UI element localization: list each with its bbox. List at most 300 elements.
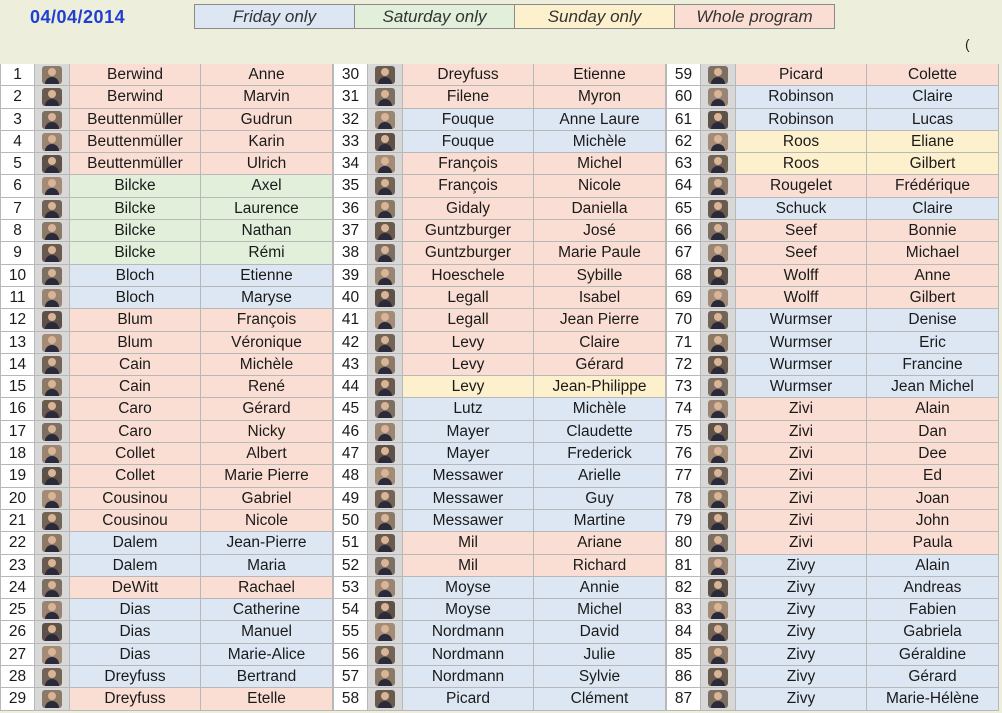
attendee-first-name: Michèle: [534, 131, 666, 153]
person-icon: [708, 423, 728, 441]
attendee-row: [0, 309, 333, 331]
attendee-last-name: Zivy: [736, 555, 867, 577]
attendee-row: [0, 488, 333, 510]
attendee-last-name: Robinson: [736, 109, 867, 131]
attendee-first-name: Joan: [867, 488, 999, 510]
person-icon: [708, 222, 728, 240]
attendee-row: [333, 398, 666, 420]
attendee-number: 34: [333, 153, 368, 175]
attendee-row: [0, 443, 333, 465]
attendee-last-name: Mil: [403, 555, 534, 577]
attendee-number: 86: [666, 666, 701, 688]
attendee-number: 48: [333, 465, 368, 487]
attendee-first-name: Martine: [534, 510, 666, 532]
person-icon: [375, 66, 395, 84]
attendee-row: [666, 443, 999, 465]
attendee-last-name: Guntzburger: [403, 242, 534, 264]
attendee-row: [0, 510, 333, 532]
person-icon: [42, 289, 62, 307]
person-icon: [708, 668, 728, 686]
attendee-first-name: Myron: [534, 86, 666, 108]
attendee-number: 38: [333, 242, 368, 264]
attendee-last-name: Mil: [403, 532, 534, 554]
attendee-photo: [701, 242, 736, 264]
attendee-first-name: Marie-Hélène: [867, 688, 999, 710]
attendee-last-name: Nordmann: [403, 644, 534, 666]
attendee-last-name: Gidaly: [403, 198, 534, 220]
person-icon: [42, 534, 62, 552]
attendee-row: [333, 220, 666, 242]
attendee-photo: [35, 309, 70, 331]
attendee-number: 61: [666, 109, 701, 131]
attendee-row: [666, 175, 999, 197]
person-icon: [708, 133, 728, 151]
attendee-first-name: Richard: [534, 555, 666, 577]
attendee-first-name: Ed: [867, 465, 999, 487]
attendee-row: [666, 332, 999, 354]
attendee-last-name: Levy: [403, 354, 534, 376]
attendee-photo: [368, 421, 403, 443]
attendee-photo: [701, 332, 736, 354]
attendee-last-name: Zivi: [736, 465, 867, 487]
attendee-photo: [35, 265, 70, 287]
attendee-number: 40: [333, 287, 368, 309]
person-icon: [375, 289, 395, 307]
person-icon: [375, 512, 395, 530]
attendee-first-name: Ariane: [534, 532, 666, 554]
attendee-first-name: Nicky: [201, 421, 333, 443]
attendee-photo: [368, 555, 403, 577]
attendee-last-name: Hoeschele: [403, 265, 534, 287]
person-icon: [42, 445, 62, 463]
attendee-last-name: Schuck: [736, 198, 867, 220]
attendee-photo: [701, 577, 736, 599]
person-icon: [42, 423, 62, 441]
attendee-number: 56: [333, 644, 368, 666]
attendee-row: [666, 510, 999, 532]
attendee-number: 3: [0, 109, 35, 131]
attendee-row: [333, 198, 666, 220]
attendee-row: [333, 332, 666, 354]
attendee-row: [0, 332, 333, 354]
attendee-last-name: François: [403, 153, 534, 175]
attendee-last-name: Dias: [70, 644, 201, 666]
attendee-photo: [368, 644, 403, 666]
person-icon: [375, 133, 395, 151]
attendee-photo: [368, 131, 403, 153]
attendee-first-name: Julie: [534, 644, 666, 666]
attendee-photo: [368, 510, 403, 532]
attendee-photo: [368, 354, 403, 376]
attendee-last-name: Wurmser: [736, 376, 867, 398]
attendee-row: [0, 131, 333, 153]
attendee-number: 17: [0, 421, 35, 443]
person-icon: [375, 467, 395, 485]
person-icon: [708, 601, 728, 619]
attendee-number: 51: [333, 532, 368, 554]
attendee-photo: [701, 465, 736, 487]
person-icon: [375, 111, 395, 129]
attendee-number: 9: [0, 242, 35, 264]
attendee-row: [666, 555, 999, 577]
person-icon: [42, 512, 62, 530]
attendee-last-name: Collet: [70, 443, 201, 465]
attendee-row: [666, 577, 999, 599]
attendee-last-name: Beuttenmüller: [70, 131, 201, 153]
attendee-first-name: Jean Michel: [867, 376, 999, 398]
person-icon: [375, 668, 395, 686]
attendee-last-name: Wurmser: [736, 309, 867, 331]
attendee-first-name: Gabriela: [867, 621, 999, 643]
attendee-row: [666, 309, 999, 331]
attendee-photo: [701, 175, 736, 197]
attendee-photo: [35, 577, 70, 599]
attendee-photo: [35, 465, 70, 487]
person-icon: [42, 668, 62, 686]
attendee-row: [666, 465, 999, 487]
attendee-last-name: Levy: [403, 376, 534, 398]
attendee-first-name: Axel: [201, 175, 333, 197]
attendee-photo: [35, 421, 70, 443]
attendee-first-name: Laurence: [201, 198, 333, 220]
attendee-last-name: Seef: [736, 242, 867, 264]
person-icon: [708, 311, 728, 329]
attendee-row: [0, 644, 333, 666]
attendee-row: [666, 398, 999, 420]
attendee-number: 14: [0, 354, 35, 376]
attendee-number: 6: [0, 175, 35, 197]
attendee-last-name: Mayer: [403, 443, 534, 465]
person-icon: [42, 601, 62, 619]
attendee-row: [333, 666, 666, 688]
attendee-last-name: Cain: [70, 354, 201, 376]
attendee-number: 8: [0, 220, 35, 242]
roster-column: [666, 64, 999, 711]
attendee-first-name: Géraldine: [867, 644, 999, 666]
attendee-photo: [701, 287, 736, 309]
attendee-last-name: Zivy: [736, 688, 867, 710]
attendee-first-name: Gilbert: [867, 287, 999, 309]
attendee-first-name: Anne: [201, 64, 333, 86]
attendee-first-name: Daniella: [534, 198, 666, 220]
attendee-first-name: Annie: [534, 577, 666, 599]
attendee-last-name: Dias: [70, 621, 201, 643]
attendee-number: 19: [0, 465, 35, 487]
attendee-first-name: Jean Pierre: [534, 309, 666, 331]
attendee-photo: [35, 376, 70, 398]
attendee-row: [666, 86, 999, 108]
person-icon: [375, 311, 395, 329]
person-icon: [42, 244, 62, 262]
attendee-number: 60: [666, 86, 701, 108]
attendee-number: 22: [0, 532, 35, 554]
attendee-photo: [35, 510, 70, 532]
attendee-number: 79: [666, 510, 701, 532]
attendee-first-name: Frédérique: [867, 175, 999, 197]
attendee-row: [666, 64, 999, 86]
attendee-photo: [701, 131, 736, 153]
attendee-last-name: Caro: [70, 421, 201, 443]
stray-mark: (: [965, 36, 970, 52]
attendee-first-name: Clément: [534, 688, 666, 710]
person-icon: [708, 490, 728, 508]
attendee-photo: [368, 109, 403, 131]
attendee-first-name: Gilbert: [867, 153, 999, 175]
attendee-last-name: Berwind: [70, 86, 201, 108]
person-icon: [708, 534, 728, 552]
attendee-number: 63: [666, 153, 701, 175]
attendee-roster: [0, 64, 1002, 711]
attendee-row: [333, 265, 666, 287]
attendee-photo: [701, 532, 736, 554]
attendee-first-name: Etienne: [534, 64, 666, 86]
attendee-number: 83: [666, 599, 701, 621]
attendee-number: 68: [666, 265, 701, 287]
attendee-first-name: Anne: [867, 265, 999, 287]
attendee-last-name: Wurmser: [736, 354, 867, 376]
attendee-row: [0, 398, 333, 420]
attendee-last-name: Filene: [403, 86, 534, 108]
person-icon: [708, 646, 728, 664]
person-icon: [42, 222, 62, 240]
attendee-last-name: Messawer: [403, 510, 534, 532]
legend-saturday-only: Saturday only: [355, 5, 515, 28]
person-icon: [708, 445, 728, 463]
roster-column: [333, 64, 666, 711]
person-icon: [708, 690, 728, 708]
attendee-last-name: Levy: [403, 332, 534, 354]
attendee-number: 28: [0, 666, 35, 688]
attendee-first-name: Etienne: [201, 265, 333, 287]
attendee-last-name: Bloch: [70, 265, 201, 287]
attendee-row: [0, 64, 333, 86]
attendee-row: [333, 109, 666, 131]
attendee-number: 42: [333, 332, 368, 354]
attendee-row: [333, 465, 666, 487]
attendee-row: [666, 666, 999, 688]
attendee-last-name: Bilcke: [70, 175, 201, 197]
attendee-photo: [368, 621, 403, 643]
attendee-number: 30: [333, 64, 368, 86]
attendee-row: [666, 532, 999, 554]
person-icon: [708, 267, 728, 285]
attendee-first-name: Véronique: [201, 332, 333, 354]
person-icon: [708, 111, 728, 129]
attendee-first-name: Lucas: [867, 109, 999, 131]
attendee-number: 70: [666, 309, 701, 331]
attendee-first-name: Marie Pierre: [201, 465, 333, 487]
person-icon: [375, 155, 395, 173]
attendee-row: [0, 465, 333, 487]
attendee-first-name: Anne Laure: [534, 109, 666, 131]
person-icon: [42, 88, 62, 106]
attendee-first-name: Rachael: [201, 577, 333, 599]
attendee-number: 74: [666, 398, 701, 420]
attendee-row: [666, 220, 999, 242]
attendee-photo: [35, 109, 70, 131]
attendee-last-name: Cain: [70, 376, 201, 398]
attendee-photo: [701, 220, 736, 242]
attendee-photo: [701, 198, 736, 220]
person-icon: [375, 88, 395, 106]
person-icon: [42, 557, 62, 575]
attendee-last-name: Dreyfuss: [70, 666, 201, 688]
attendee-row: [0, 666, 333, 688]
attendee-first-name: Catherine: [201, 599, 333, 621]
attendee-row: [0, 354, 333, 376]
attendee-number: 47: [333, 443, 368, 465]
program-legend: [194, 4, 835, 29]
attendee-row: [666, 242, 999, 264]
attendee-row: [0, 153, 333, 175]
attendee-first-name: Andreas: [867, 577, 999, 599]
attendee-number: 33: [333, 131, 368, 153]
attendee-photo: [701, 109, 736, 131]
attendee-number: 46: [333, 421, 368, 443]
attendee-photo: [35, 242, 70, 264]
attendee-first-name: René: [201, 376, 333, 398]
person-icon: [375, 534, 395, 552]
person-icon: [708, 289, 728, 307]
attendee-first-name: Alain: [867, 555, 999, 577]
person-icon: [42, 400, 62, 418]
attendee-photo: [35, 532, 70, 554]
attendee-first-name: Michel: [534, 599, 666, 621]
attendee-number: 57: [333, 666, 368, 688]
attendee-row: [666, 287, 999, 309]
attendee-photo: [35, 354, 70, 376]
attendee-photo: [701, 421, 736, 443]
attendee-last-name: Nordmann: [403, 666, 534, 688]
attendee-row: [666, 153, 999, 175]
attendee-photo: [35, 220, 70, 242]
person-icon: [375, 222, 395, 240]
attendee-last-name: Legall: [403, 287, 534, 309]
attendee-last-name: Beuttenmüller: [70, 153, 201, 175]
attendee-photo: [368, 465, 403, 487]
attendee-row: [0, 555, 333, 577]
attendee-number: 81: [666, 555, 701, 577]
person-icon: [375, 244, 395, 262]
page-date: 04/04/2014: [30, 7, 126, 27]
person-icon: [375, 490, 395, 508]
attendee-photo: [35, 175, 70, 197]
attendee-first-name: Michel: [534, 153, 666, 175]
person-icon: [708, 623, 728, 641]
attendee-photo: [701, 443, 736, 465]
attendee-row: [333, 64, 666, 86]
attendee-first-name: Karin: [201, 131, 333, 153]
attendee-row: [333, 599, 666, 621]
attendee-last-name: Zivi: [736, 532, 867, 554]
attendee-last-name: Dalem: [70, 532, 201, 554]
attendee-photo: [35, 198, 70, 220]
person-icon: [42, 311, 62, 329]
person-icon: [375, 177, 395, 195]
attendee-row: [333, 153, 666, 175]
attendee-photo: [701, 621, 736, 643]
attendee-number: 41: [333, 309, 368, 331]
attendee-first-name: Jean-Pierre: [201, 532, 333, 554]
attendee-number: 52: [333, 555, 368, 577]
attendee-last-name: Mayer: [403, 421, 534, 443]
attendee-last-name: Zivi: [736, 421, 867, 443]
attendee-number: 43: [333, 354, 368, 376]
attendee-first-name: Colette: [867, 64, 999, 86]
attendee-photo: [368, 688, 403, 710]
attendee-number: 77: [666, 465, 701, 487]
attendee-row: [333, 86, 666, 108]
person-icon: [42, 378, 62, 396]
attendee-row: [0, 621, 333, 643]
attendee-last-name: Wolff: [736, 287, 867, 309]
person-icon: [375, 200, 395, 218]
attendee-number: 1: [0, 64, 35, 86]
attendee-first-name: Gudrun: [201, 109, 333, 131]
person-icon: [375, 334, 395, 352]
person-icon: [708, 378, 728, 396]
attendee-last-name: Zivi: [736, 443, 867, 465]
person-icon: [708, 557, 728, 575]
attendee-row: [0, 688, 333, 710]
attendee-number: 11: [0, 287, 35, 309]
attendee-first-name: Marie Paule: [534, 242, 666, 264]
attendee-photo: [368, 153, 403, 175]
attendee-number: 35: [333, 175, 368, 197]
attendee-photo: [35, 443, 70, 465]
attendee-last-name: Nordmann: [403, 621, 534, 643]
attendee-row: [0, 265, 333, 287]
person-icon: [375, 690, 395, 708]
attendee-photo: [368, 198, 403, 220]
attendee-row: [666, 109, 999, 131]
person-icon: [42, 690, 62, 708]
attendee-last-name: Seef: [736, 220, 867, 242]
attendee-photo: [701, 86, 736, 108]
attendee-last-name: Roos: [736, 153, 867, 175]
attendee-number: 59: [666, 64, 701, 86]
attendee-last-name: Bilcke: [70, 198, 201, 220]
person-icon: [375, 445, 395, 463]
attendee-number: 78: [666, 488, 701, 510]
attendee-photo: [701, 265, 736, 287]
person-icon: [708, 244, 728, 262]
attendee-first-name: David: [534, 621, 666, 643]
person-icon: [708, 88, 728, 106]
attendee-number: 54: [333, 599, 368, 621]
person-icon: [708, 467, 728, 485]
attendee-first-name: Marvin: [201, 86, 333, 108]
person-icon: [708, 400, 728, 418]
legend-whole-program: Whole program: [675, 5, 834, 28]
attendee-first-name: Gérard: [534, 354, 666, 376]
attendee-row: [333, 443, 666, 465]
attendee-photo: [368, 242, 403, 264]
attendee-row: [333, 532, 666, 554]
attendee-photo: [701, 309, 736, 331]
attendee-number: 75: [666, 421, 701, 443]
attendee-last-name: Picard: [736, 64, 867, 86]
attendee-last-name: Blum: [70, 309, 201, 331]
attendee-number: 12: [0, 309, 35, 331]
attendee-first-name: Gérard: [201, 398, 333, 420]
attendee-number: 7: [0, 198, 35, 220]
person-icon: [42, 467, 62, 485]
attendee-row: [0, 421, 333, 443]
attendee-photo: [35, 688, 70, 710]
attendee-first-name: Dee: [867, 443, 999, 465]
person-icon: [42, 356, 62, 374]
